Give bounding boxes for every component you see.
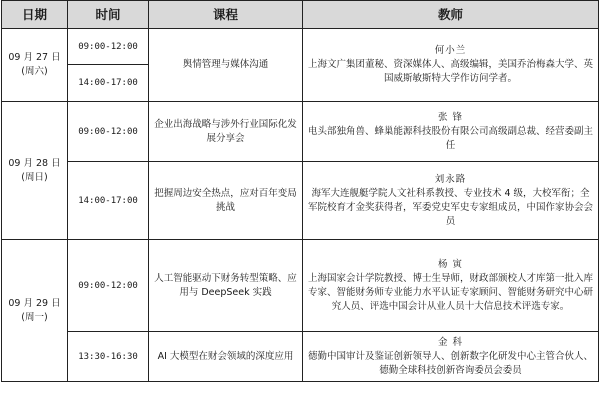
table-row	[2, 29, 599, 65]
teacher-name: 金 科	[437, 336, 464, 348]
teacher-cell	[303, 102, 599, 162]
teacher-name: 张 锋	[437, 111, 464, 123]
weekday-text: (周一)	[21, 311, 48, 323]
header-teacher: 教师	[303, 1, 599, 29]
course-cell: 人工智能驱动下财务转型策略、应用与 DeepSeek 实践	[149, 240, 303, 332]
date-text: 09 月 28 日	[8, 157, 61, 169]
time-cell: 14:00-17:00	[68, 162, 149, 240]
table-row	[2, 332, 599, 382]
teacher-cell	[303, 240, 599, 332]
time-cell: 09:00-12:00	[68, 29, 149, 65]
date-text: 09 月 27 日	[8, 52, 61, 63]
time-cell: 14:00-17:00	[68, 65, 149, 102]
header-course: 课程	[149, 1, 303, 29]
table-row	[2, 102, 599, 162]
schedule-table	[1, 0, 599, 382]
time-cell: 13:30-16:30	[68, 332, 149, 382]
weekday-text: (周六)	[21, 66, 48, 77]
date-cell	[2, 29, 68, 102]
teacher-name: 杨 寅	[437, 258, 464, 270]
table-row	[2, 240, 599, 332]
course-cell: 舆情管理与媒体沟通	[149, 29, 303, 102]
teacher-cell	[303, 162, 599, 240]
time-cell: 09:00-12:00	[68, 240, 149, 332]
teacher-name: 何小兰	[434, 45, 467, 56]
header-row	[2, 1, 599, 29]
teacher-bio: 电头部独角兽、蜂巢能源科技股份有限公司高级副总裁、经营委副主任	[308, 125, 594, 151]
teacher-bio: 上海文广集团董秘、资深媒体人、高级编辑，美国乔治梅森大学、英国威斯敏斯特大学作访问学者。	[308, 59, 594, 84]
teacher-cell	[303, 29, 599, 102]
teacher-bio: 海军大连舰艇学院人文社科系教授、专业技术 4 级，大校军衔；全军院校育才金奖获得者，军委党史军史专家组成员，中国作家协会会员	[308, 187, 594, 227]
teacher-name: 刘永路	[434, 173, 467, 185]
weekday-text: (周日)	[21, 171, 48, 183]
course-cell: AI 大模型在财会领域的深度应用	[149, 332, 303, 382]
course-cell: 企业出海战略与涉外行业国际化发展分享会	[149, 102, 303, 162]
header-date: 日期	[2, 1, 68, 29]
time-cell: 09:00-12:00	[68, 102, 149, 162]
teacher-bio: 上海国家会计学院教授、博士生导师，财政部颁校人才库第一批入库专家、智能财务师专业能力水平认证专家顾问、智能财务研究中心研究人员、评选中国会计从业人员十大信息技术评选专家。	[308, 272, 594, 312]
date-text: 09 月 29 日	[8, 297, 61, 309]
date-cell	[2, 240, 68, 382]
teacher-cell	[303, 332, 599, 382]
header-time: 时间	[68, 1, 149, 29]
teacher-bio: 德勤中国审计及鉴证创新领导人、创新数字化研发中心主管合伙人、德勤全球科技创新咨询委员会委员	[308, 350, 594, 376]
table-row	[2, 162, 599, 240]
course-cell: 把握周边安全热点，应对百年变局挑战	[149, 162, 303, 240]
date-cell	[2, 102, 68, 240]
